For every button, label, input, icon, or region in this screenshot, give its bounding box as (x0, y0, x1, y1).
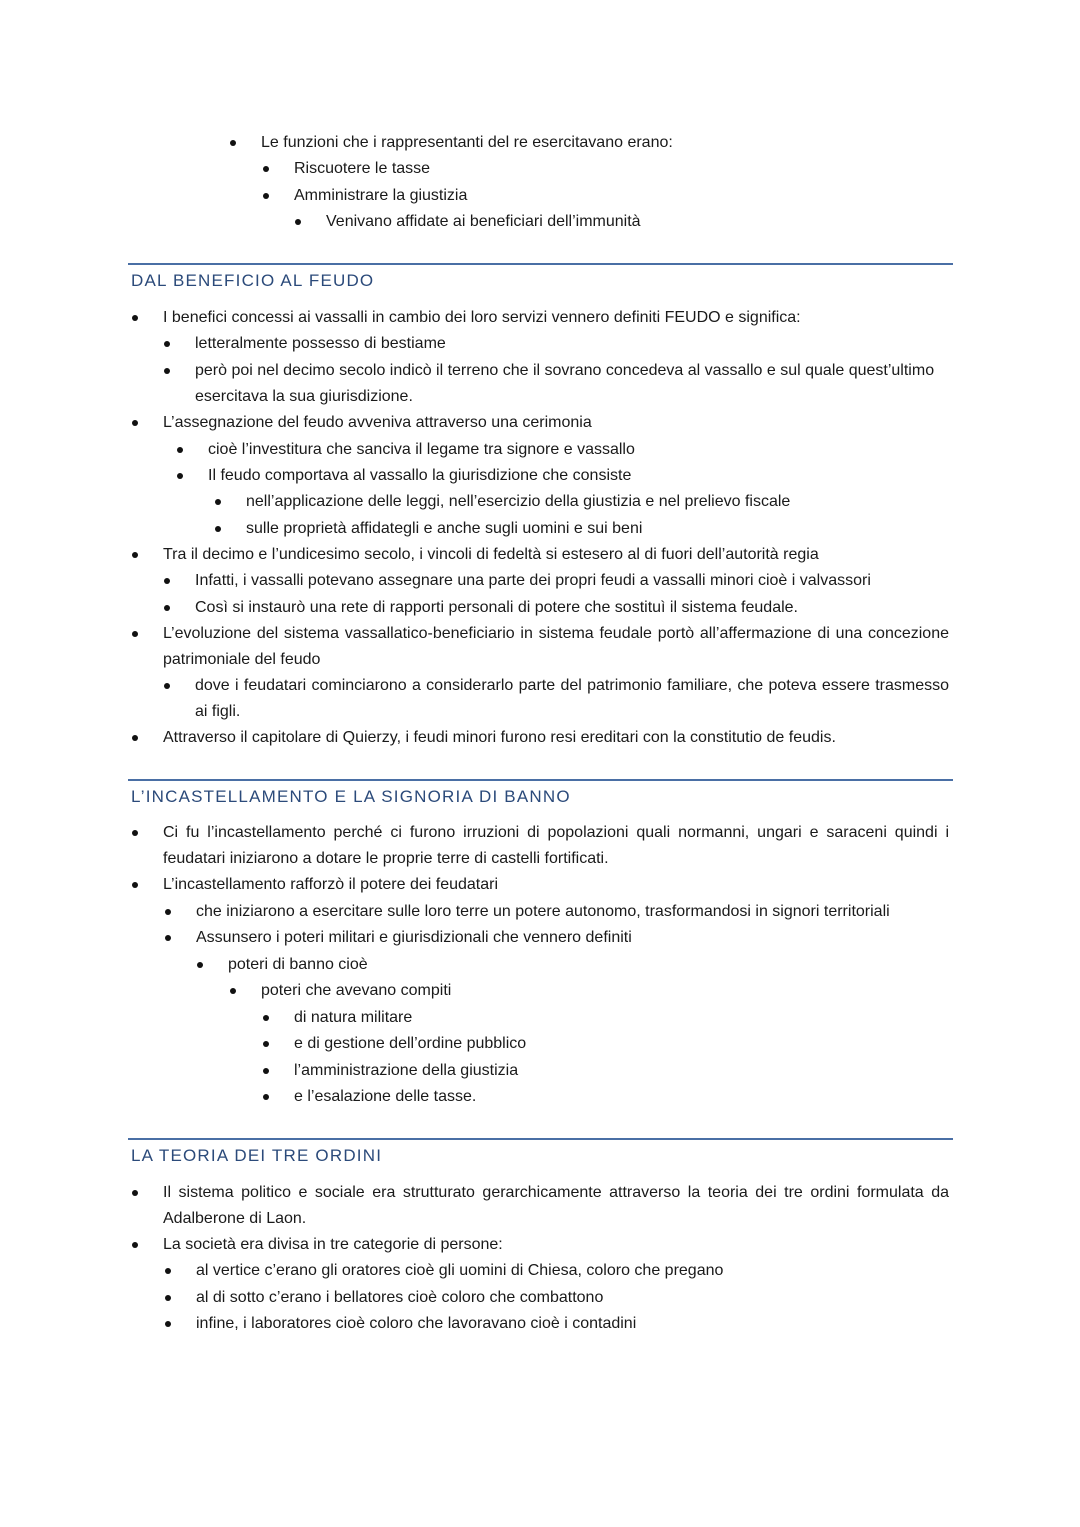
list-item-text: infine, i laboratores cioè coloro che lavoravano cioè i contadini (196, 1315, 637, 1332)
list-item (196, 925, 954, 951)
list-item-text: e l’esalazione delle tasse. (294, 1088, 477, 1105)
list-item (196, 1311, 954, 1337)
list-item-text: poteri che avevano compiti (261, 982, 452, 999)
list-item (195, 673, 949, 726)
list-item (228, 952, 953, 978)
list-item (163, 820, 949, 873)
list-item-text: L’evoluzione del sistema vassallatico-beneficiario in sistema feudale portò all’affermazione di una concezione patrimoniale del feudo (163, 625, 949, 669)
list-item-text: Così si instaurò una rete di rapporti personali di potere che sostituì il sistema feudale. (195, 599, 798, 616)
list-item-text: cioè l’investitura che sanciva il legame tra signore e vassallo (208, 441, 635, 458)
list-item-text: Le funzioni che i rappresentanti del re esercitavano erano: (261, 134, 673, 151)
list-item-text: letteralmente possesso di bestiame (195, 335, 446, 352)
list-item-text: Il feudo comportava al vassallo la giurisdizione che consiste (208, 467, 632, 484)
list-item (195, 358, 953, 411)
list-item-text: Attraverso il capitolare di Quierzy, i feudi minori furono resi ereditari con la constitutio de feudis. (163, 729, 836, 746)
list-item-text: L’assegnazione del feudo avveniva attraverso una cerimonia (163, 414, 592, 431)
list-item (163, 1180, 949, 1233)
list-item-text: e di gestione dell’ordine pubblico (294, 1035, 527, 1052)
list-item (195, 568, 953, 594)
list-item (195, 331, 953, 357)
section-divider (128, 263, 953, 265)
list-item-text: al di sotto c’erano i bellatores cioè coloro che combattono (196, 1289, 604, 1306)
list-item-text: Amministrare la giustizia (294, 187, 468, 204)
list-item (196, 1285, 954, 1311)
list-item-text: Riscuotere le tasse (294, 160, 431, 177)
list-item-text: dove i feudatari cominciarono a considerarlo parte del patrimonio familiare, che poteva essere trasmesso ai figli. (195, 677, 949, 721)
list-item (294, 1005, 954, 1031)
list-item-text: Tra il decimo e l’undicesimo secolo, i vincoli di fedeltà si estesero al di fuori dell’autorità regia (163, 546, 819, 563)
list-item-text: di natura militare (294, 1009, 413, 1026)
list-item-text: che iniziarono a esercitare sulle loro terre un potere autonomo, trasformandosi in signori territoriali (196, 903, 890, 920)
list-item-text: Assunsero i poteri militari e giurisdizionali che vennero definiti (196, 929, 632, 946)
section-divider (128, 1138, 953, 1140)
list-item (261, 978, 953, 1004)
list-item-text: L’incastellamento rafforzò il potere dei feudatari (163, 876, 499, 893)
list-item (326, 209, 956, 235)
list-item (163, 305, 953, 331)
list-item-text: Venivano affidate ai beneficiari dell’immunità (326, 213, 641, 230)
list-item-text: Ci fu l’incastellamento perché ci furono irruzioni di popolazioni quali normanni, ungari e saraceni quindi i feudatari iniziarono a dotare le proprie terre di castelli fortificati. (163, 824, 949, 868)
list-item (196, 1258, 954, 1284)
list-item (163, 872, 953, 898)
list-item (246, 489, 953, 515)
list-item (196, 899, 954, 925)
list-item-text: Il sistema politico e sociale era strutturato gerarchicamente attraverso la teoria dei tre ordini formulata da Adalberone di Laon. (163, 1184, 949, 1228)
list-item-text: I benefici concessi ai vassalli in cambio dei loro servizi vennero definiti FEUDO e significa: (163, 309, 801, 326)
list-item (246, 516, 953, 542)
list-item-text: al vertice c’erano gli oratores cioè gli uomini di Chiesa, coloro che pregano (196, 1262, 724, 1279)
list-item (163, 621, 949, 674)
list-item-text: poteri di banno cioè (228, 956, 368, 973)
list-item (294, 156, 954, 182)
list-item (294, 1084, 954, 1110)
list-item-text: sulle proprietà affidategli e anche sugli uomini e sui beni (246, 520, 643, 537)
list-item (195, 595, 953, 621)
list-item-text: però poi nel decimo secolo indicò il terreno che il sovrano concedeva al vassallo e sul quale quest’ultimo esercitava la sua giurisdizione. (195, 362, 935, 406)
list-item (208, 437, 953, 463)
list-item (163, 725, 953, 751)
list-item (294, 1031, 954, 1057)
list-item (163, 542, 953, 568)
list-item (294, 1058, 954, 1084)
list-item (163, 410, 953, 436)
list-item-text: La società era divisa in tre categorie di persone: (163, 1236, 503, 1253)
list-item (294, 183, 954, 209)
section-divider (128, 779, 953, 781)
section-heading: DAL BENEFICIO AL FEUDO (131, 271, 375, 290)
section-heading: L’INCASTELLAMENTO E LA SIGNORIA DI BANNO (131, 787, 571, 806)
list-item (208, 463, 953, 489)
list-item (261, 130, 961, 156)
list-item-text: Infatti, i vassalli potevano assegnare una parte dei propri feudi a vassalli minori cioè i valvassori (195, 572, 871, 589)
section-heading: LA TEORIA DEI TRE ORDINI (131, 1146, 383, 1165)
list-item (163, 1232, 953, 1258)
list-item-text: nell’applicazione delle leggi, nell’esercizio della giustizia e nel prelievo fiscale (246, 493, 791, 510)
list-item-text: l’amministrazione della giustizia (294, 1062, 519, 1079)
